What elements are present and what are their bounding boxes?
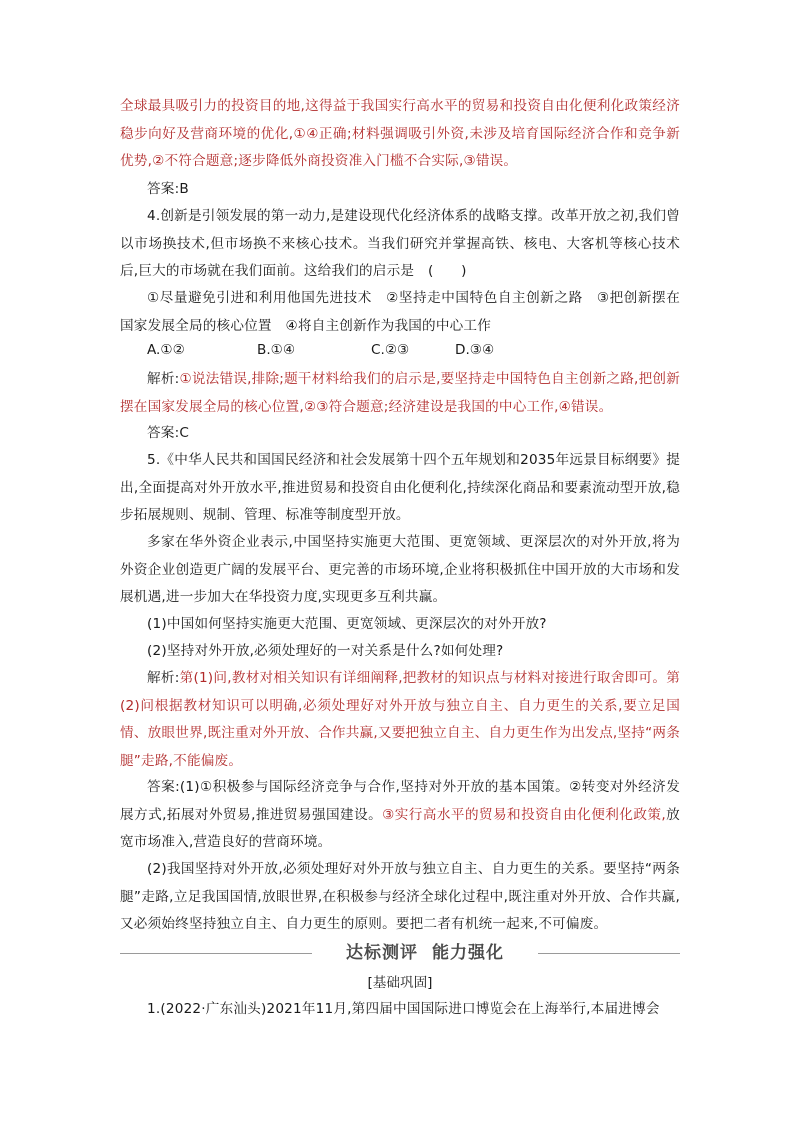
analysis-label: 解析: [147,371,180,387]
analysis-label: 解析: [147,670,180,686]
option-a: A.①② [147,342,185,358]
analysis-text: 第(1)问,教材对相关知识有详细阐释,把教材的知识点与材料对接进行取舍即可。第(2)问根据教材知识可以明确,必须处理好对外开放与独立自主、自力更生的关系,要立足国情、放眼世界,既注重对外开放、合作共赢,又要把独立自主、自力更生作为出发点,坚持“两条腿”走路,不能偏废。 [120,670,680,769]
analysis-q5 [120,665,680,775]
answer-text: (1)①积极参与国际经济竞争与合作,坚持对外开放的基本国策。②转变对外经济发展方式,拓展对外贸易,推进贸易强国建设。 [120,779,680,823]
banner-right-text: 能力强化 [432,943,504,963]
answer-label: 答案: [147,779,180,795]
question-5-sub-2: (2)坚持对外开放,必须处理好的一对关系是什么?如何处理? [147,643,504,659]
section-banner [120,938,680,968]
banner-left-text: 达标测评 [346,943,418,963]
answer-q5-part-2: (2)我国坚持对外开放,必须处理好对外开放与独立自主、自力更生的关系。要坚持“两条腿”走路,立足我国国情,放眼世界,在积极参与经济全球化过程中,既注重对外开放、合作共赢,又必须始终坚持独立自主、自力更生的原则。要把二者有机统一起来,不可偏废。 [120,861,680,932]
option-b: B.①④ [257,342,296,358]
answer-q3: 答案:B [147,181,189,197]
option-c: C.②③ [371,342,410,358]
section-heading: [基础巩固] [367,975,433,991]
question-4: 4.创新是引领发展的第一动力,是建设现代化经济体系的战略支撑。改革开放之初,我们曾以市场换技术,但市场换不来核心技术。当我们研究并掌握高铁、核电、大客机等核心技术后,巨大的市场就在我们面前。这给我们的启示是 ( ) [120,208,680,279]
banner-line-left [120,953,312,954]
question-4-statements: ①尽量避免引进和利用他国先进技术 ②坚持走中国特色自主创新之路 ③把创新摆在国家发展全局的核心位置 ④将自主创新作为我国的中心工作 [120,290,680,334]
answer-q4: 答案:C [147,425,190,441]
answer-q5-part-1 [120,774,680,857]
analysis-text: ①说法错误,排除;题干材料给我们的启示是,要坚持走中国特色自主创新之路,把创新摆在国家发展全局的核心位置,②③符合题意;经济建设是我国的中心工作,④错误。 [120,371,680,415]
question-4-options [147,336,647,364]
question-5-sub-1: (1)中国如何坚持实施更大范围、更宽领域、更深层次的对外开放? [147,616,547,632]
answer-text-red: ③实行高水平的贸易和投资自由化便利化政策, [382,806,666,823]
answer-text-end: 放宽市场准入,营造良好的营商环境。 [120,806,680,850]
question-5-material-2: 多家在华外资企业表示,中国坚持实施更大范围、更宽领域、更深层次的对外开放,将为外资企业创造更广阔的发展平台、更完善的市场环境,企业将积极抓住中国开放的大市场和发展机遇,进一步加大在华投资力度,实现更多互利共赢。 [120,534,680,605]
new-question-1: 1.(2022·广东汕头)2021年11月,第四届中国国际进口博览会在上海举行,本届进博会 [147,1001,660,1017]
option-d: D.③④ [455,342,495,358]
banner-title [320,940,530,966]
question-5-material-1: 5.《中华人民共和国国民经济和社会发展第十四个五年规划和2035年远景目标纲要》提出,全面提高对外开放水平,推进贸易和投资自由化便利化,持续深化商品和要素流动型开放,稳步拓展规则、规制、管理、标准等制度型开放。 [120,452,680,523]
banner-line-right [538,953,680,954]
analysis-q4 [120,366,680,421]
analysis-q3-continued: 全球最具吸引力的投资目的地,这得益于我国实行高水平的贸易和投资自由化便利化政策经济稳步向好及营商环境的优化,①④正确;材料强调吸引外资,未涉及培育国际经济合作和竞争新优势,②不符合题意;逐步降低外商投资准入门槛不合实际,③错误。 [120,98,680,169]
